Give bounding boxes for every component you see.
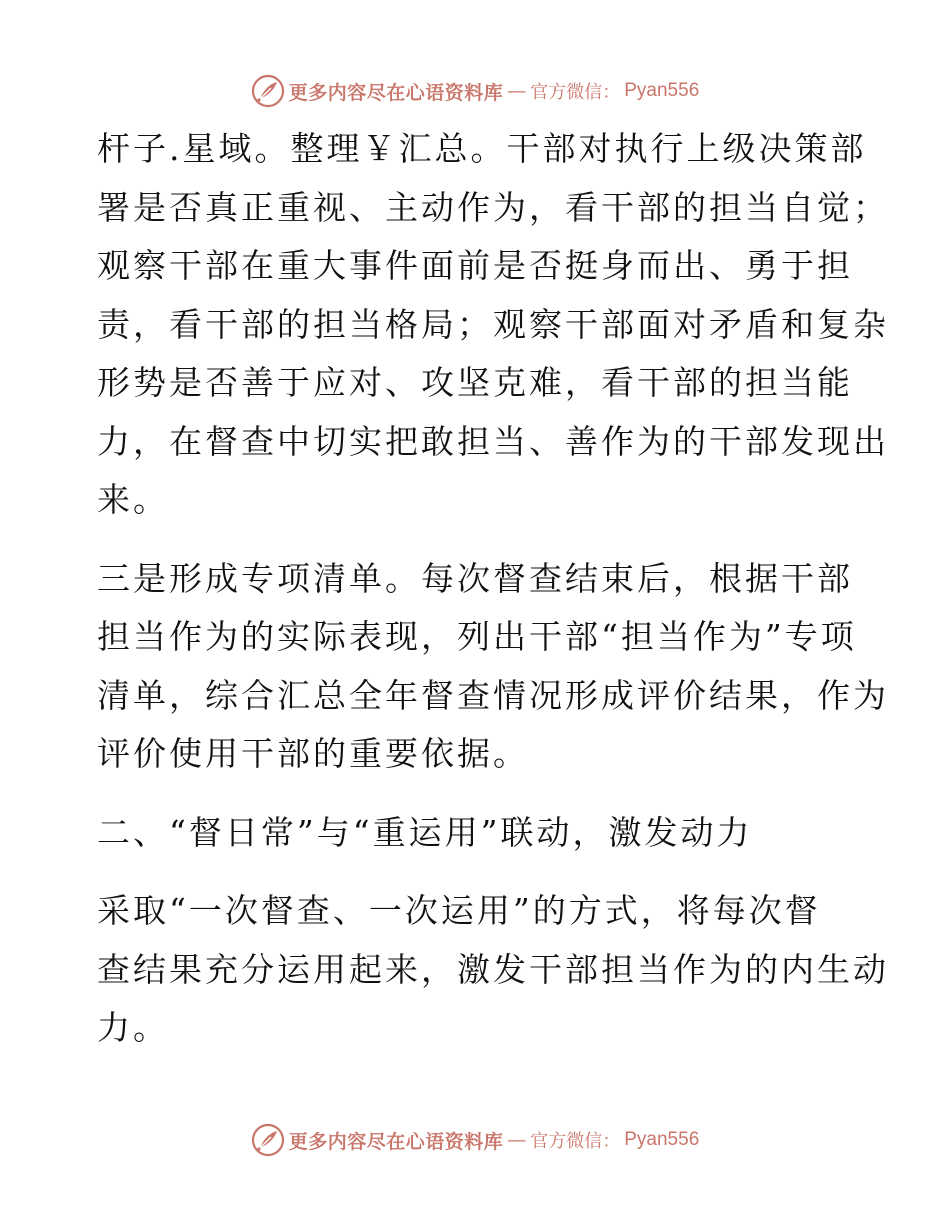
watermark-separator: — xyxy=(507,80,527,102)
paragraph xyxy=(97,120,889,530)
paragraph-gap xyxy=(97,784,857,804)
footer-watermark xyxy=(0,1120,950,1160)
section-heading xyxy=(97,804,857,863)
text-line: 力。 xyxy=(97,1008,169,1047)
text-line: 采取“一次督查、一次运用”的方式，将每次督 xyxy=(97,891,821,930)
text-line: 形势是否善于应对、攻坚克难，看干部的担当能 xyxy=(97,363,853,402)
text-line: 责，看干部的担当格局；观察干部面对矛盾和复杂 xyxy=(97,304,889,344)
document-body xyxy=(97,120,889,1058)
watermark-label: 官方微信： xyxy=(530,1131,621,1152)
text-line: 担当作为的实际表现，列出干部“担当作为”专项 xyxy=(97,617,857,656)
text-line: 评价使用干部的重要依据。 xyxy=(97,734,529,773)
paragraph xyxy=(97,882,889,1058)
text-line: 三是形成专项清单。每次督查结束后，根据干部 xyxy=(97,558,853,598)
paragraph-gap xyxy=(97,862,857,882)
watermark-id: Pyan556 xyxy=(624,80,700,101)
text-line: 力，在督查中切实把敢担当、善作为的干部发现出 xyxy=(97,421,889,461)
text-line: 来。 xyxy=(97,480,169,519)
watermark-text: 更多内容尽在心语资料库 xyxy=(288,1130,504,1153)
text-line: 二、“督日常”与“重运用”联动，激发动力 xyxy=(97,812,753,852)
paragraph-gap xyxy=(97,530,857,550)
paragraph xyxy=(97,550,889,784)
watermark-label: 官方微信： xyxy=(530,82,621,103)
watermark-id: Pyan556 xyxy=(624,1129,700,1150)
header-watermark xyxy=(0,71,950,111)
text-line: 观察干部在重大事件面前是否挺身而出、勇于担 xyxy=(97,246,853,285)
text-line: 查结果充分运用起来，激发干部担当作为的内生动 xyxy=(97,949,889,989)
watermark-separator: — xyxy=(507,1129,527,1151)
feather-pen-logo-icon xyxy=(251,74,285,108)
feather-pen-logo-icon xyxy=(251,1123,285,1157)
text-line: 清单，综合汇总全年督查情况形成评价结果，作为 xyxy=(97,675,889,715)
text-line: 署是否真正重视、主动作为，看干部的担当自觉； xyxy=(97,187,889,227)
watermark-text: 更多内容尽在心语资料库 xyxy=(288,81,504,104)
text-line: 杆子.星域。整理￥汇总。干部对执行上级决策部 xyxy=(97,129,867,168)
